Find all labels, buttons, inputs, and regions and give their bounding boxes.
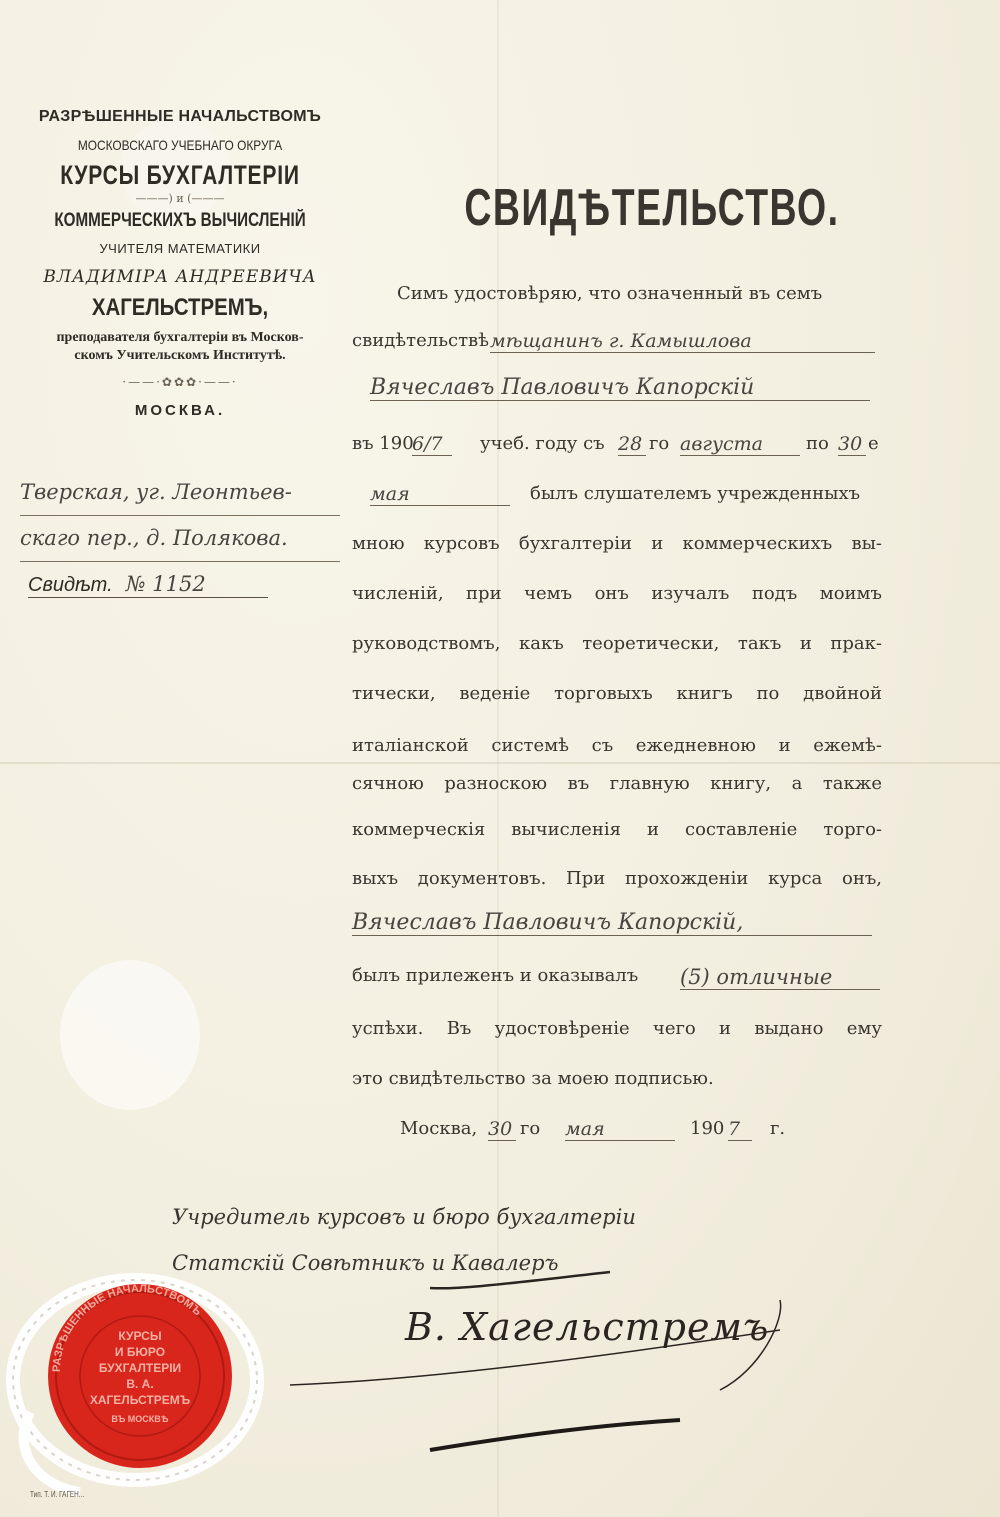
body-text: Симъ удостовѣряю, что означенный въ семъ: [397, 283, 823, 304]
body-text: го: [649, 433, 670, 454]
body-text: мною курсовъ бухгалтеріи и коммерческихъ вы-: [352, 533, 882, 554]
body-text: руководствомъ, какъ теоретически, такъ и прак-: [352, 633, 882, 654]
letterhead-course-title: КУРСЫ БУХГАЛТЕРІИ: [60, 159, 300, 190]
letterhead-connector: ———) и (———: [135, 191, 225, 205]
fill-month-start: августа: [680, 433, 800, 456]
letterhead: [20, 108, 340, 420]
body-text: 190: [690, 1118, 725, 1139]
seal-text: И БЮРО: [114, 1345, 166, 1359]
seal-text: ВЪ МОСКВѢ: [111, 1414, 169, 1424]
body-text: свидѣтельствѣ: [352, 330, 490, 351]
letterhead-line: РАЗРѢШЕННЫЕ НАЧАЛЬСТВОМЪ: [38, 108, 322, 125]
body-text: италіанской системѣ съ ежедневною и ежемѣ-: [352, 735, 882, 756]
ornament: ·——·✿✿✿·——·: [122, 375, 238, 390]
letterhead-position-line: преподавателя бухгалтеріи въ Москов-: [56, 330, 304, 346]
body-text: го: [520, 1118, 541, 1139]
letterhead-position-line: скомъ Учительскомъ Институтѣ.: [74, 347, 286, 363]
body-line: [350, 868, 880, 908]
body-line: [350, 910, 880, 950]
seal-text: БУХГАЛТЕРІИ: [98, 1361, 182, 1375]
wax-seal: [0, 1262, 280, 1497]
body-line: [350, 819, 880, 859]
date-line: [350, 1118, 880, 1158]
body-text: былъ прилеженъ и оказывалъ: [352, 965, 639, 986]
body-text: е: [868, 433, 879, 454]
body-line: [350, 773, 880, 813]
body-line: [350, 483, 880, 523]
seal-outer-text: РАЗРѢШЕННЫЕ НАЧАЛЬСТВОМЪ: [50, 1282, 204, 1373]
body-line: [350, 583, 880, 623]
fill-year: 6/7: [412, 433, 452, 456]
fill-date-year: 7: [728, 1118, 752, 1141]
paper-stain: [60, 960, 200, 1110]
body-line: [350, 1068, 880, 1108]
body-text: коммерческія вычисленія и составленіе торго-: [352, 819, 882, 840]
body-text: численій, при чемъ онъ изучалъ подъ моимъ: [352, 583, 882, 604]
body-text: по: [806, 433, 829, 454]
body-text: это свидѣтельство за моею подписью.: [352, 1068, 714, 1089]
seal-text: КУРСЫ: [118, 1329, 162, 1343]
issuer-rank-line: Статскій Совѣтникъ и Кавалеръ: [172, 1251, 559, 1275]
letterhead-line: УЧИТЕЛЯ МАТЕМАТИКИ: [99, 240, 261, 256]
seal-text: ХАГЕЛЬСТРЕМЪ: [89, 1393, 191, 1407]
body-text: тически, веденіе торговыхъ книгъ по двойной: [352, 683, 882, 704]
certificate-number-value: № 1152: [125, 572, 206, 596]
body-text: учеб. году съ: [480, 433, 605, 454]
fill-date-month: мая: [565, 1118, 675, 1141]
signature-flourish: [280, 1260, 840, 1460]
connector-text: и: [176, 191, 184, 205]
letterhead-city: МОСКВА.: [134, 402, 226, 420]
body-text: сячною разноскою въ главную книгу, а также: [352, 773, 882, 794]
letterhead-line: КОММЕРЧЕСКИХЪ ВЫЧИСЛЕНІЙ: [54, 209, 306, 231]
letterhead-line: ВЛАДИМІРА АНДРЕЕВИЧА: [43, 266, 317, 287]
body-text: успѣхи. Въ удостовѣреніе чего и выдано ему: [352, 1018, 882, 1039]
letterhead-line: МОСКОВСКАГО УЧЕБНАГО ОКРУГА: [77, 136, 283, 153]
body-text: былъ слушателемъ учрежденныхъ: [530, 483, 861, 504]
body-text: въ 190: [352, 433, 414, 454]
fill-student-name: Вячеславъ Павловичъ Капорскій: [370, 375, 870, 401]
letterhead-line: [20, 329, 340, 364]
certificate-number-label: Свидѣт.: [28, 574, 113, 596]
fill-student-name-2: Вячеславъ Павловичъ Капорскій,: [352, 910, 872, 936]
body-line: [350, 375, 880, 415]
document-title: СВИДѢТЕЛЬСТВО.: [464, 179, 840, 237]
address-line: Тверская, уг. Леонтьев-: [20, 470, 340, 516]
fill-estate: мѣщанинъ г. Камышлова: [490, 330, 875, 353]
fill-day-start: 28: [618, 433, 646, 456]
letterhead-surname: ХАГЕЛЬСТРЕМЪ,: [91, 293, 269, 321]
body-line: [350, 965, 880, 1005]
body-line: [350, 533, 880, 573]
issuer-title-line: Учредитель курсовъ и бюро бухгалтеріи: [172, 1205, 636, 1229]
body-text: Москва,: [400, 1118, 478, 1139]
body-line: [350, 433, 880, 473]
body-line: [350, 1018, 880, 1058]
body-text: выхъ документовъ. При прохожденіи курса онъ,: [352, 868, 882, 889]
fill-day-end: 30: [838, 433, 866, 456]
signature: В. Хагельстремъ: [405, 1305, 770, 1349]
body-line: [350, 735, 880, 775]
fill-date-day: 30: [488, 1118, 516, 1141]
certificate-number: [28, 572, 268, 598]
body-line: [350, 683, 880, 723]
body-line: [350, 633, 880, 673]
body-line: [350, 330, 880, 370]
fill-grade: (5) отличные: [680, 965, 880, 990]
address-line: скаго пер., д. Полякова.: [20, 516, 340, 562]
body-line: [350, 283, 880, 323]
body-text: г.: [770, 1118, 786, 1139]
seal-text: В. А.: [126, 1377, 154, 1391]
fill-month-end: мая: [370, 483, 510, 506]
address-handwritten: [20, 470, 340, 562]
printer-mark: Тип. Т. И. ГАГЕН...: [30, 1490, 85, 1499]
